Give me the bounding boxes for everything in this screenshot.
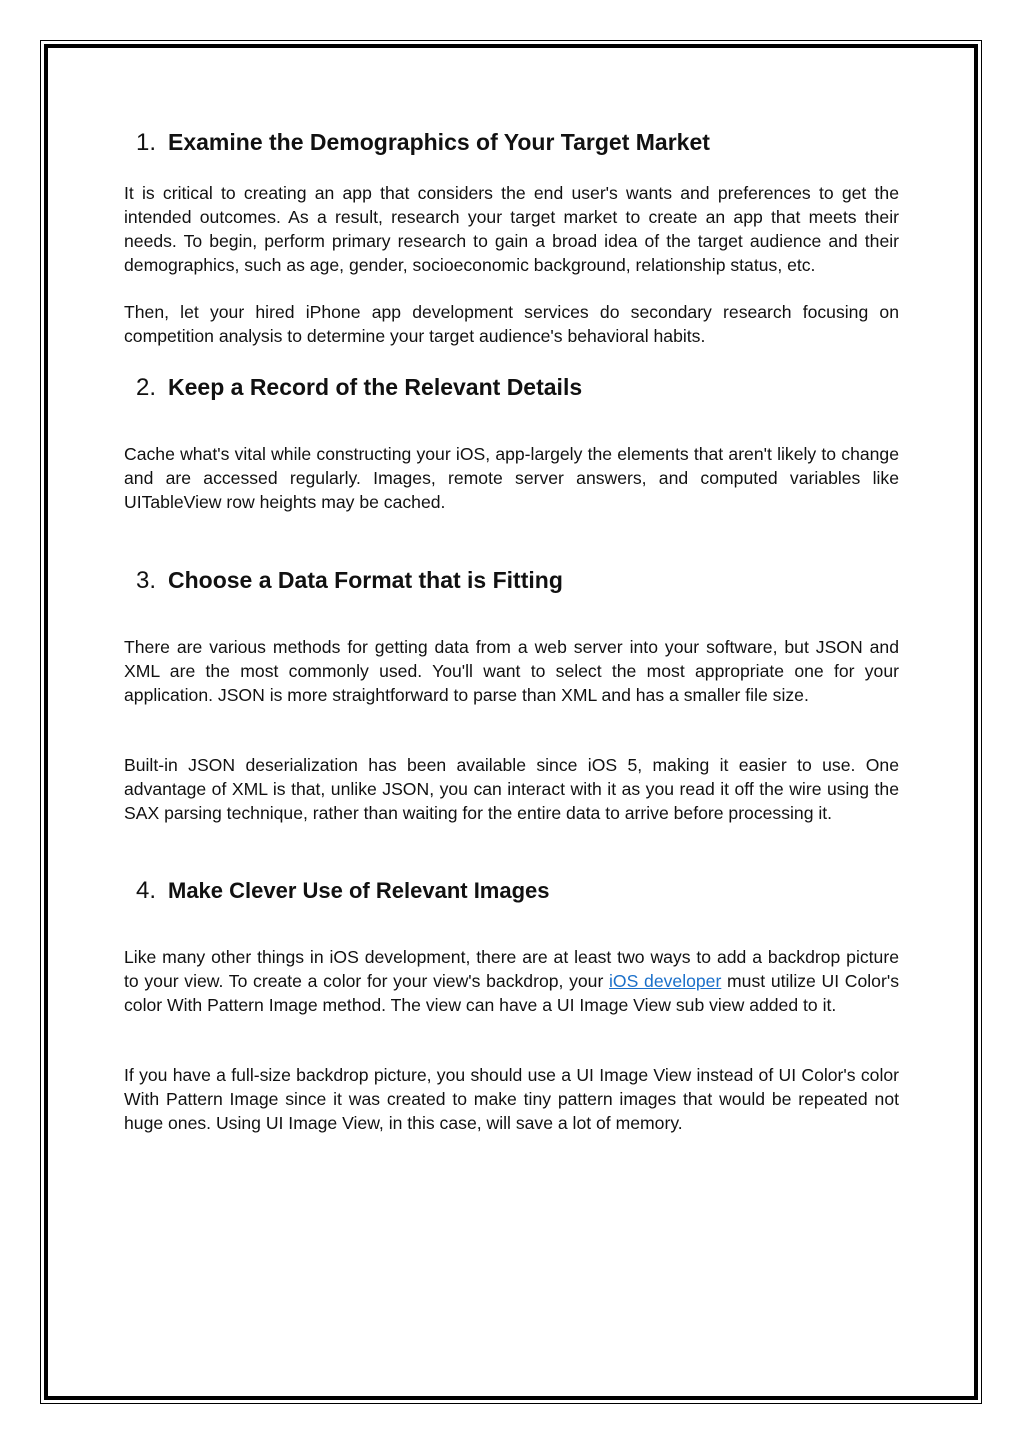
document-body (124, 120, 899, 1135)
section-3-heading (136, 564, 899, 597)
ios-developer-link[interactable]: iOS developer (609, 971, 722, 991)
section-2-paragraph-1: Cache what's vital while constructing your iOS, app-largely the elements that aren't likely to change and are accessed regularly. Images, remote server answers, and computed variables like UITableView row heights may be cached. (124, 444, 899, 512)
section-1-paragraph-2: Then, let your hired iPhone app development services do secondary research focusing on competition analysis to determine your target audience's behavioral habits. (124, 302, 899, 346)
section-4-title: Make Clever Use of Relevant Images (168, 878, 550, 903)
section-4-paragraph-1 (124, 945, 899, 1017)
section-1-number: 1. (136, 129, 157, 156)
section-4-number: 4. (136, 877, 157, 904)
section-2-number: 2. (136, 374, 157, 401)
section-3-title: Choose a Data Format that is Fitting (168, 567, 563, 593)
section-1-title: Examine the Demographics of Your Target Market (168, 129, 710, 155)
section-4-heading (136, 875, 899, 907)
section-3-number: 3. (136, 567, 157, 594)
section-2-heading (136, 371, 899, 404)
section-4-paragraph-1-text-b: must utilize UI Color's color With Pattern Image method. The view can have a UI Image View sub view added to it. (124, 971, 899, 1015)
section-2-title: Keep a Record of the Relevant Details (168, 374, 583, 400)
section-3-paragraph-2: Built-in JSON deserialization has been available since iOS 5, making it easier to use. One advantage of XML is that, unlike JSON, you can interact with it as you read it off the wire using the SAX parsing technique, rather than waiting for the entire data to arrive before processing it. (124, 755, 899, 823)
section-1-heading (136, 126, 899, 159)
section-3-paragraph-1: There are various methods for getting data from a web server into your software, but JSON and XML are the most commonly used. You'll want to select the most appropriate one for your application. JSON is more straightforward to parse than XML and has a smaller file size. (124, 637, 899, 705)
section-4-paragraph-2: If you have a full-size backdrop picture, you should use a UI Image View instead of UI Color's color With Pattern Image since it was created to make tiny pattern images that would be repeated not huge ones. Using UI Image View, in this case, will save a lot of memory. (124, 1065, 899, 1133)
section-1-paragraph-1: It is critical to creating an app that considers the end user's wants and preferences to get the intended outcomes. As a result, research your target market to create an app that meets their needs. To begin, perform primary research to gain a broad idea of the target audience and their demographics, such as age, gender, socioeconomic background, relationship status, etc. (124, 183, 899, 275)
section-4-paragraph-1-text-a: Like many other things in iOS development, there are at least two ways to add a backdrop picture to your view. To create a color for your view's backdrop, your (124, 947, 899, 991)
